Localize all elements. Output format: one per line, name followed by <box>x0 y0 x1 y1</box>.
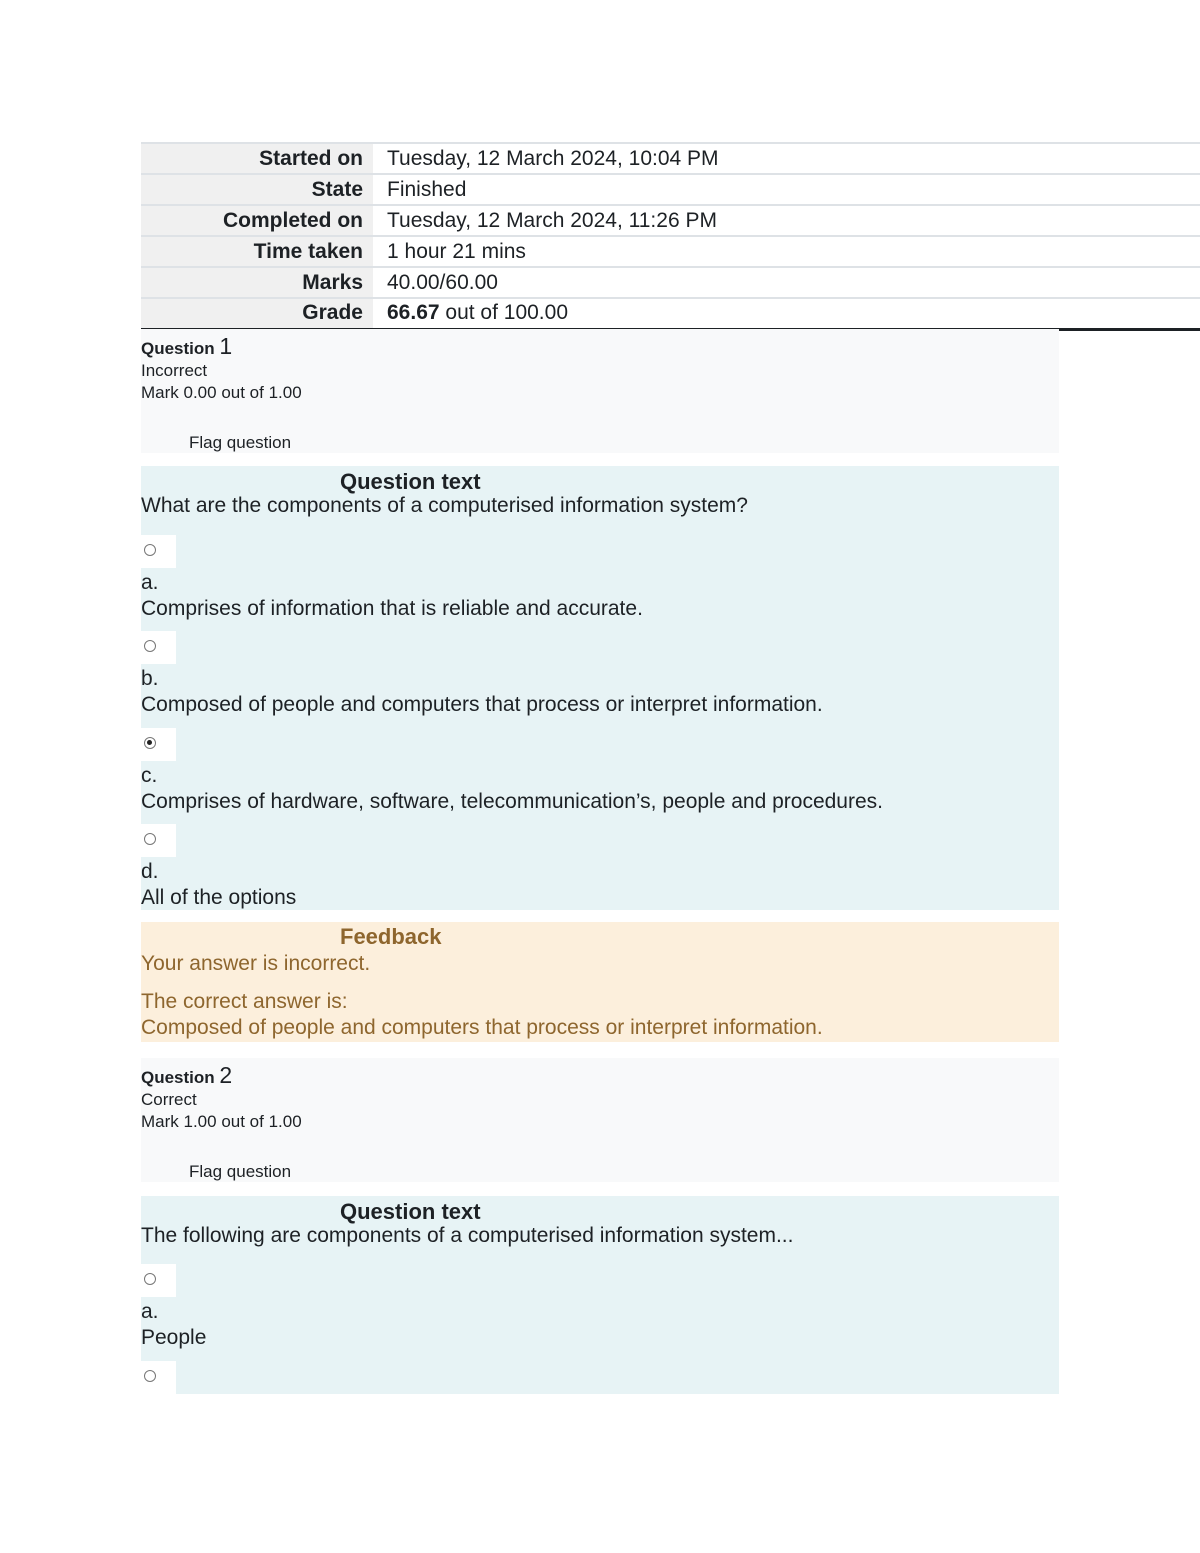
question-2-info <box>141 1058 1059 1182</box>
option-text: People <box>141 1326 207 1349</box>
answer-option-a[interactable] <box>141 1264 1041 1360</box>
mark-value: 0.00 <box>183 383 217 402</box>
summary-value: Tuesday, 12 March 2024, 11:26 PM <box>373 205 1200 236</box>
feedback-correct-label: The correct answer is: <box>141 990 348 1013</box>
mark-prefix: Mark <box>141 1112 184 1131</box>
question-text: The following are components of a computerised information system... <box>141 1224 794 1247</box>
question-text: What are the components of a computerised information system? <box>141 494 748 517</box>
mark-mid: out of <box>216 1112 269 1131</box>
summary-row-marks <box>141 267 1200 298</box>
attempt-summary-table <box>141 142 1200 331</box>
mark-value: 1.00 <box>183 1112 217 1131</box>
summary-label: Grade <box>141 298 373 329</box>
summary-label: Time taken <box>141 236 373 267</box>
feedback-correct-answer: Composed of people and computers that process or interpret information. <box>141 1016 823 1039</box>
question-state: Correct <box>141 1090 197 1109</box>
option-letter: b. <box>141 667 159 690</box>
question-word: Question <box>141 339 220 358</box>
radio-box <box>141 535 176 568</box>
question-1-formulation <box>141 466 1059 910</box>
option-text: All of the options <box>141 886 297 909</box>
question-text-heading: Question text <box>340 1199 481 1224</box>
summary-label: Marks <box>141 267 373 298</box>
radio-button-selected[interactable] <box>144 737 156 749</box>
option-letter: d. <box>141 860 159 883</box>
grade-suffix: out of 100.00 <box>439 301 569 325</box>
question-word: Question <box>141 1068 220 1087</box>
summary-row-grade <box>141 298 1200 329</box>
flag-question-link[interactable]: Flag question <box>189 433 292 452</box>
summary-value: 1 hour 21 mins <box>373 236 1200 267</box>
radio-button[interactable] <box>144 1370 156 1382</box>
summary-value: Tuesday, 12 March 2024, 10:04 PM <box>373 143 1200 174</box>
mark-mid: out of <box>216 383 269 402</box>
feedback-result: Your answer is incorrect. <box>141 952 371 975</box>
option-text: Comprises of hardware, software, telecommunication’s, people and procedures. <box>141 790 883 813</box>
question-grade <box>141 1112 302 1132</box>
option-letter: a. <box>141 1300 159 1323</box>
summary-row-state <box>141 174 1200 205</box>
question-grade <box>141 383 302 403</box>
summary-label: Started on <box>141 143 373 174</box>
answer-option-c[interactable] <box>141 728 1041 824</box>
question-number <box>141 1062 232 1089</box>
feedback-heading: Feedback <box>340 924 442 949</box>
radio-button[interactable] <box>144 1273 156 1285</box>
summary-row-completed <box>141 205 1200 236</box>
option-letter: a. <box>141 571 159 594</box>
answer-option-b[interactable] <box>141 631 1041 727</box>
answer-option-a[interactable] <box>141 535 1041 631</box>
question-state: Incorrect <box>141 361 208 380</box>
mark-max: 1.00 <box>268 1112 302 1131</box>
question-text-heading: Question text <box>340 469 481 494</box>
mark-max: 1.00 <box>268 383 302 402</box>
option-text: Composed of people and computers that process or interpret information. <box>141 693 823 716</box>
radio-box <box>141 824 176 857</box>
option-text: Comprises of information that is reliable and accurate. <box>141 597 643 620</box>
question-num: 1 <box>219 333 233 359</box>
summary-value <box>373 298 1200 329</box>
question-num: 2 <box>219 1062 233 1088</box>
radio-box <box>141 1361 176 1394</box>
summary-row-time-taken <box>141 236 1200 267</box>
question-number <box>141 333 232 360</box>
summary-value: Finished <box>373 174 1200 205</box>
question-2-formulation <box>141 1196 1059 1394</box>
radio-box <box>141 1264 176 1297</box>
flag-question-link[interactable]: Flag question <box>189 1162 292 1181</box>
answer-option-d[interactable] <box>141 824 1041 920</box>
summary-row-started <box>141 143 1200 174</box>
summary-label: State <box>141 174 373 205</box>
option-letter: c. <box>141 764 158 787</box>
radio-box <box>141 631 176 664</box>
grade-value: 66.67 <box>387 301 440 325</box>
radio-button[interactable] <box>144 833 156 845</box>
radio-button[interactable] <box>144 640 156 652</box>
question-1-feedback <box>141 922 1059 1042</box>
summary-label: Completed on <box>141 205 373 236</box>
question-1-info <box>141 329 1059 453</box>
radio-button[interactable] <box>144 544 156 556</box>
answer-option-b[interactable] <box>141 1361 1041 1394</box>
radio-box <box>141 728 176 761</box>
mark-prefix: Mark <box>141 383 184 402</box>
summary-value: 40.00/60.00 <box>373 267 1200 298</box>
